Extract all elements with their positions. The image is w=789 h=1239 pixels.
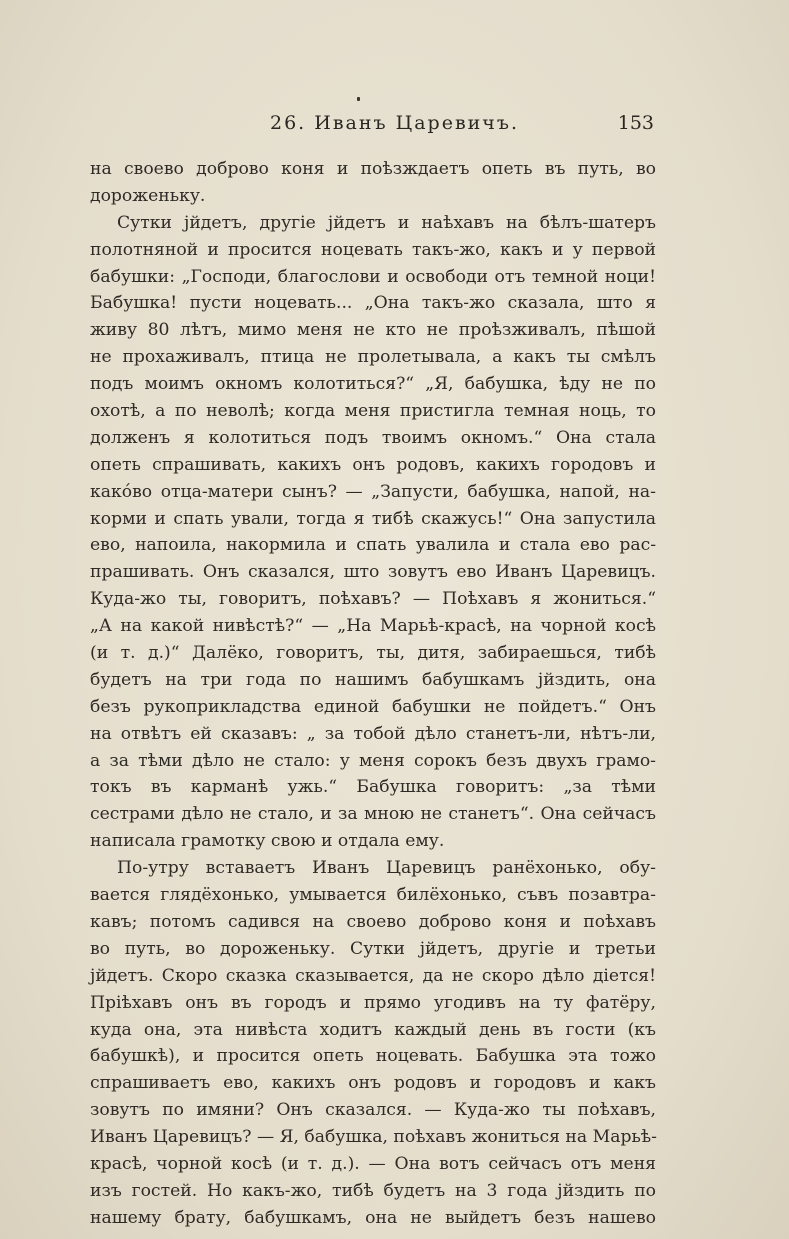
text-line: куда она, эта нивѣста ходитъ каждый день въ гости (къ bbox=[90, 1019, 656, 1040]
text-line: не прохаживалъ, птица не пролетывала, а какъ ты смѣлъ bbox=[90, 347, 656, 368]
chapter-title: 26. Иванъ Царевичъ. bbox=[270, 112, 519, 134]
text-line: Сутки јйдетъ, другіе јйдетъ и наѣхавъ на бѣлъ-шатеръ bbox=[117, 212, 656, 233]
text-line: безъ рукоприкладства единой бабушки не пойдетъ.“ Онъ bbox=[90, 696, 656, 717]
text-line: охотѣ, а по неволѣ; когда меня пристигла темная ноць, то bbox=[90, 401, 656, 422]
text-line: Иванъ Царевицъ? — Я, бабушка, поѣхавъ жониться на Марьѣ- bbox=[90, 1127, 657, 1148]
text-line: „А на какой нивѣстѣ?“ — „На Марьѣ-красѣ, на чорной косѣ bbox=[90, 616, 656, 637]
text-line: Пріѣхавъ онъ въ городъ и прямо угодивъ на ту фатёру, bbox=[90, 992, 656, 1013]
text-line: сестрами дѣло не стало, и за мною не станетъ“. Она сейчасъ bbox=[90, 804, 656, 825]
text-line: зовутъ по имяни? Онъ сказался. — Куда-жо ты поѣхавъ, bbox=[90, 1100, 656, 1121]
text-line: токъ въ карманѣ ужь.“ Бабушка говоритъ: „за тѣми bbox=[90, 777, 656, 798]
text-line: бабушкѣ), и просится опеть ноцевать. Бабушка эта тожо bbox=[90, 1046, 656, 1067]
text-line: на отвѣтъ ей сказавъ: „ за тобой дѣло станетъ-ли, нѣтъ-ли, bbox=[90, 723, 656, 744]
text-line: (и т. д.)“ Далёко, говоритъ, ты, дитя, забираешься, тибѣ bbox=[90, 643, 656, 664]
page-number: 153 bbox=[617, 112, 654, 134]
text-line: будетъ на три года по нашимъ бабушкамъ јйздить, она bbox=[90, 669, 656, 690]
text-line: бабушки: „Господи, благослови и освободи отъ темной ноци! bbox=[90, 266, 656, 287]
text-line: полотняной и просится ноцевать такъ-жо, какъ и у первой bbox=[90, 239, 656, 260]
text-line: а за тѣми дѣло не стало: у меня сорокъ безъ двухъ грамо- bbox=[90, 750, 656, 771]
text-line: изъ гостей. Но какъ-жо, тибѣ будетъ на 3 года јйздить по bbox=[90, 1180, 656, 1201]
ink-speck bbox=[357, 97, 360, 101]
text-line: ево, напоила, накормила и спать увалила и стала ево рас- bbox=[90, 535, 656, 556]
text-line: какόво отца-матери сынъ? — „Запусти, бабушка, напой, на- bbox=[90, 481, 656, 502]
text-line: корми и спать ували, тогда я тибѣ скажусь!“ Она запустила bbox=[90, 508, 656, 529]
text-line: написала грамотку свою и отдала ему. bbox=[90, 831, 445, 852]
text-line: нашему брату, бабушкамъ, она не выйдетъ безъ нашево bbox=[90, 1207, 656, 1228]
text-line: опеть спрашивать, какихъ онъ родовъ, какихъ городовъ и bbox=[90, 454, 656, 475]
text-line: прашивать. Онъ сказался, што зовутъ ево Иванъ Царевицъ. bbox=[90, 562, 656, 583]
text-line: подъ моимъ окномъ колотиться?“ „Я, бабушка, ѣду не по bbox=[90, 374, 656, 395]
text-line: во путь, во дороженьку. Сутки јйдетъ, другіе и третьи bbox=[90, 938, 656, 959]
text-line: долженъ я колотиться подъ твоимъ окномъ.“ Она стала bbox=[90, 427, 656, 448]
text-line: красѣ, чорной косѣ (и т. д.). — Она вотъ сейчасъ отъ меня bbox=[90, 1153, 656, 1174]
body-text bbox=[90, 156, 656, 1232]
text-line: јйдетъ. Скоро сказка сказывается, да не скоро дѣло діется! bbox=[90, 965, 656, 986]
text-line: вается глядёхонько, умывается билёхонько, съвъ позавтра- bbox=[90, 885, 656, 906]
text-line: Куда-жо ты, говоритъ, поѣхавъ? — Поѣхавъ я жониться.“ bbox=[90, 589, 656, 610]
text-line: живу 80 лѣтъ, мимо меня не кто не проѣзживалъ, пѣшой bbox=[90, 320, 656, 341]
text-line: кавъ; потомъ садився на своево доброво коня и поѣхавъ bbox=[90, 911, 656, 932]
text-line: дороженьку. bbox=[90, 185, 206, 206]
text-line: на своево доброво коня и поѣзждаетъ опеть въ путь, во bbox=[90, 159, 656, 179]
text-line: спрашиваетъ ево, какихъ онъ родовъ и городовъ и какъ bbox=[90, 1073, 656, 1094]
text-line: Бабушка! пусти ноцевать... „Она такъ-жо сказала, што я bbox=[90, 293, 656, 314]
text-line: По-утру вставаетъ Иванъ Царевицъ ранёхонько, обу- bbox=[117, 858, 656, 879]
running-header bbox=[90, 112, 654, 142]
